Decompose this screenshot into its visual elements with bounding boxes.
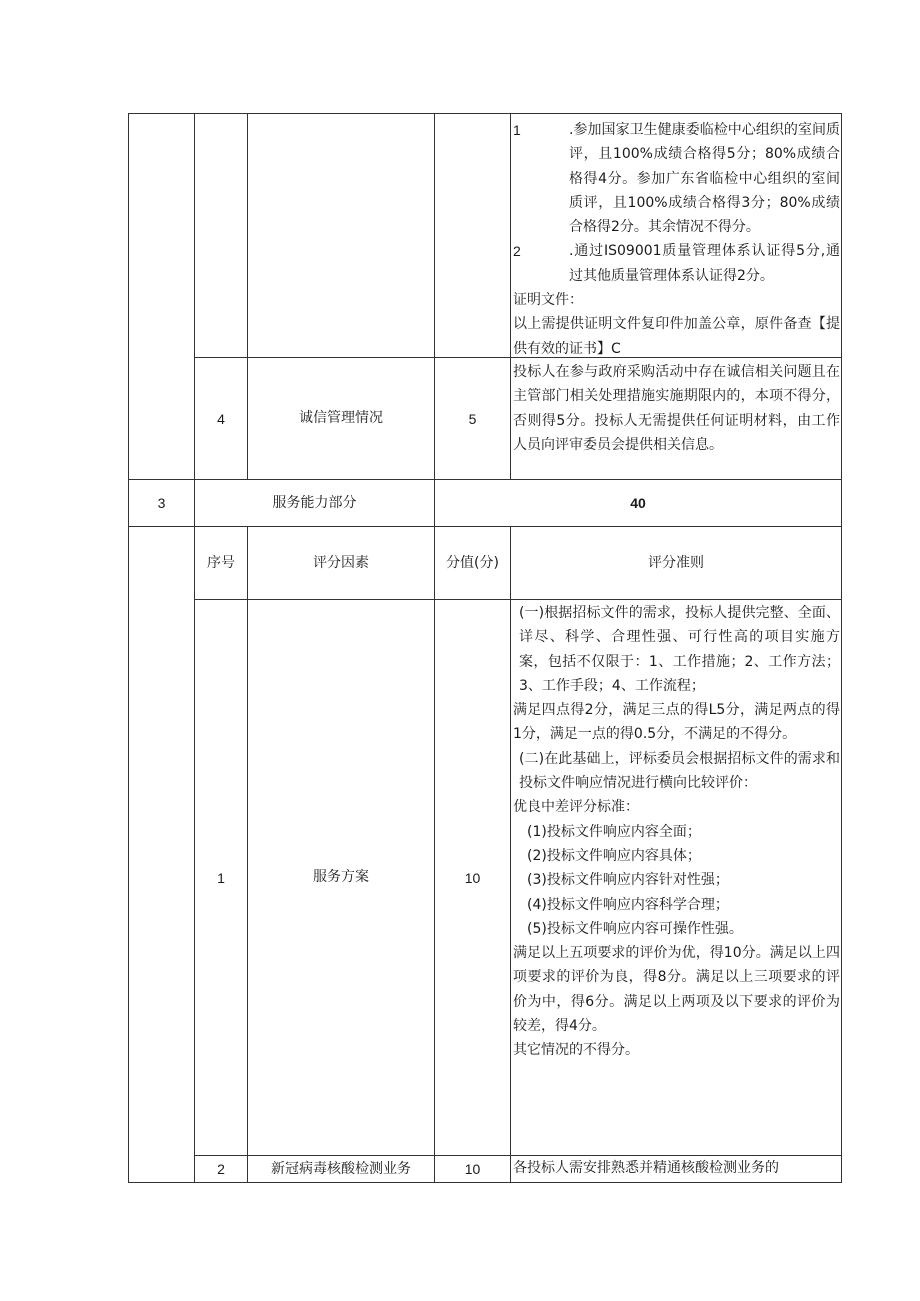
criteria-paragraph: (一)根据招标文件的需求，投标人提供完整、全面、详尽、科学、合理性强、可行性高的项目实施方案，包括不仅限于：1、工作措施；2、工作方法；3、工作手段；4、工作流程； <box>519 605 840 694</box>
table-border-left <box>128 113 129 1182</box>
criteria-item-number: 2 <box>513 243 521 260</box>
criteria-list-item: (2)投标文件响应内容具体； <box>527 847 701 864</box>
service-plan-criteria <box>511 601 841 1153</box>
section-number: 3 <box>157 495 166 511</box>
proof-label: 证明文件： <box>513 292 583 309</box>
criteria-paragraph: 满足四点得2分，满足三点的得L5分，满足两点的得1分，满足一点的得0.5分，不满足的不得分。 <box>513 702 840 743</box>
quality-criteria-cell <box>511 118 841 357</box>
scoring-factor: 新冠病毒核酸检测业务 <box>271 1160 411 1177</box>
nucleic-criteria <box>511 1156 841 1182</box>
criteria-paragraph: 优良中差评分标准： <box>513 799 639 816</box>
score-value: 10 <box>464 869 481 886</box>
criteria-paragraph: (二)在此基础上，评标委员会根据招标文件的需求和投标文件响应情况进行横向比较评价： <box>519 750 840 792</box>
row-number: 1 <box>217 869 225 886</box>
table-border-top <box>128 113 842 114</box>
score-value: 5 <box>468 410 477 427</box>
criteria-text: 投标人在参与政府采购活动中存在诚信相关问题且在主管部门相关处理措施实施期限内的，本项不得分，否则得5分。投标人无需提供任何证明材料，由工作人员向评审委员会提供相关信息。 <box>513 364 840 453</box>
criteria-item-text: .通过IS09001质量管理体系认证得5分,通过其他质量管理体系认证得2分。 <box>569 243 840 284</box>
score-value: 10 <box>464 1161 481 1177</box>
criteria-text: 各投标人需安排熟悉并精通核酸检测业务的 <box>513 1160 779 1176</box>
criteria-list-item: (1)投标文件响应内容全面； <box>527 823 701 840</box>
section-score: 40 <box>630 495 646 511</box>
proof-text: 以上需提供证明文件复印件加盖公章，原件备查【提供有效的证书】C <box>513 316 840 357</box>
criteria-item-number: 1 <box>513 122 521 138</box>
scoring-factor: 诚信管理情况 <box>299 410 383 427</box>
table-border-bottom <box>128 1182 842 1183</box>
row-number: 4 <box>217 410 225 427</box>
row-number: 2 <box>217 1161 225 1177</box>
header-criteria: 评分准则 <box>648 554 704 571</box>
criteria-list-item: (3)投标文件响应内容针对性强； <box>527 872 729 889</box>
criteria-list-item: (5)投标文件响应内容可操作性强。 <box>527 920 743 937</box>
header-score: 分值(分) <box>446 554 499 571</box>
section-title: 服务能力部分 <box>272 494 357 511</box>
criteria-item <box>513 239 840 288</box>
integrity-criteria <box>511 360 841 478</box>
scoring-factor: 服务方案 <box>313 869 369 886</box>
table-border-right <box>841 113 842 1182</box>
criteria-item-text: .参加国家卫生健康委临检中心组织的室间质评，且100%成绩合格得5分；80%成绩合格得4分。参加广东省临检中心组织的室间质评，且100%成绩合格得3分；80%成绩合格得2分。其余情况不得分。 <box>569 122 840 236</box>
criteria-list-item: (4)投标文件响应内容科学合理； <box>527 896 729 913</box>
header-row-number: 序号 <box>207 554 235 571</box>
criteria-paragraph: 其它情况的不得分。 <box>513 1042 639 1059</box>
criteria-paragraph: 满足以上五项要求的评价为优，得10分。满足以上四项要求的评价为良，得8分。满足以上三项要求的评价为中，得6分。满足以上两项及以下要求的评价为较差，得4分。 <box>513 945 840 1035</box>
criteria-item <box>513 118 840 239</box>
header-scoring-factor: 评分因素 <box>313 554 369 571</box>
